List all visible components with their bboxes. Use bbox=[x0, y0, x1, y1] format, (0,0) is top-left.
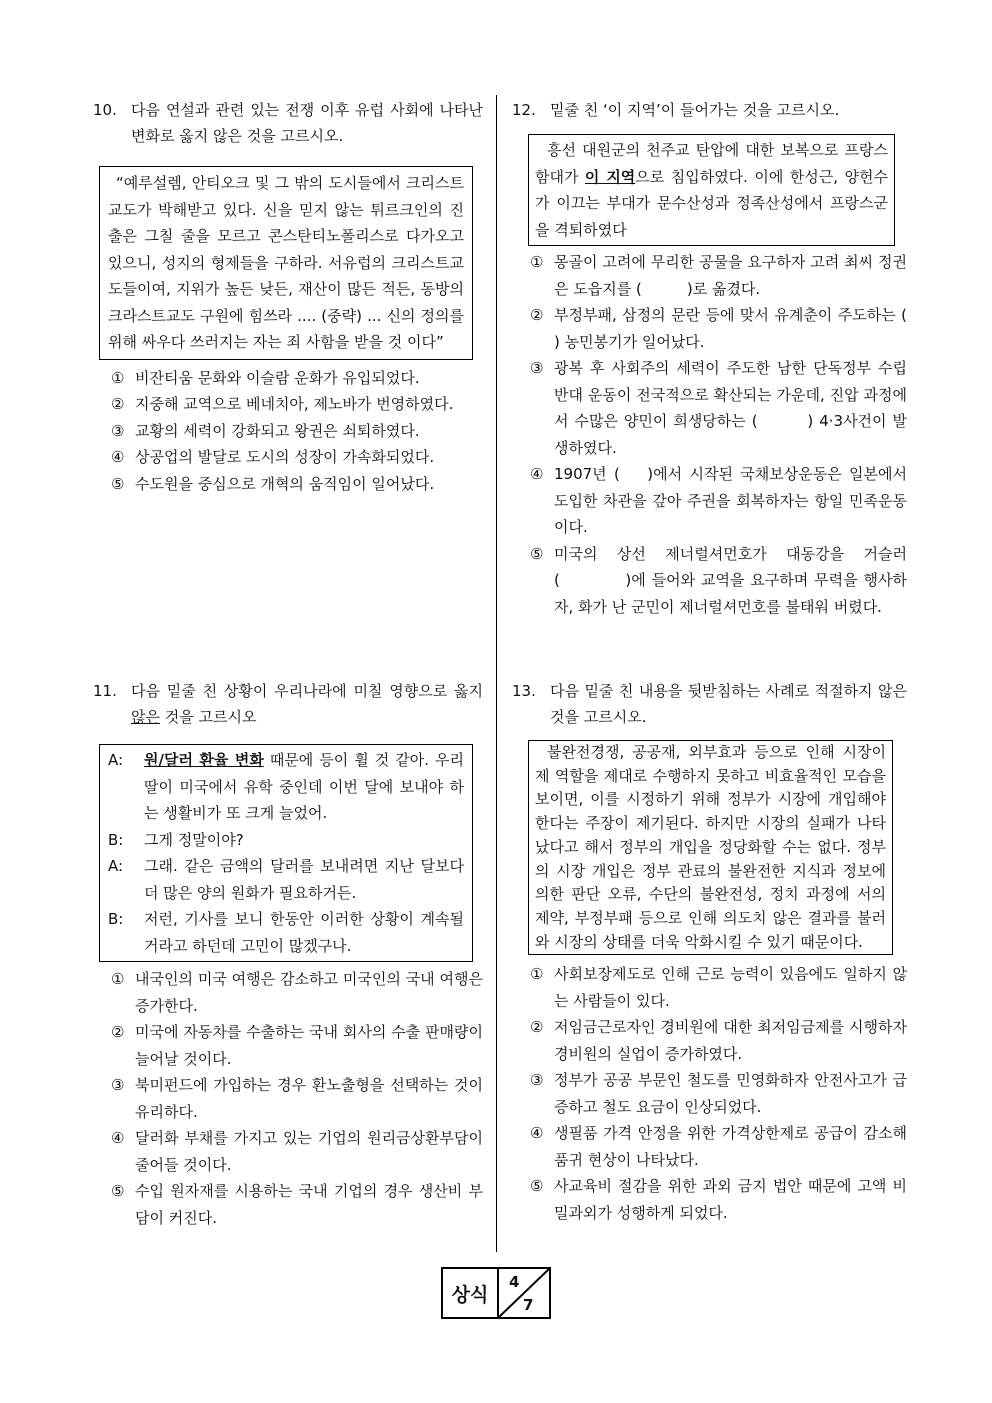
option-text: 비잔티움 문화와 이슬람 운화가 유입되었다. bbox=[135, 368, 420, 387]
option-2[interactable] bbox=[512, 1014, 907, 1067]
option-3[interactable] bbox=[512, 355, 907, 461]
option-mark: ② bbox=[111, 1023, 125, 1041]
option-3[interactable] bbox=[93, 1072, 483, 1125]
option-text: 북미펀드에 가입하는 경우 환노출형을 선택하는 것이 유리하다. bbox=[135, 1076, 483, 1121]
question-13-prompt bbox=[512, 678, 907, 730]
question-text-emphasis: 않은 bbox=[131, 708, 160, 726]
dialog-line-4 bbox=[108, 906, 464, 959]
speaker-label: A: bbox=[108, 857, 124, 875]
option-5[interactable] bbox=[93, 471, 483, 498]
option-mark: ③ bbox=[111, 1076, 125, 1094]
speaker-label: B: bbox=[108, 910, 124, 928]
option-mark: ③ bbox=[111, 421, 125, 440]
option-mark: ④ bbox=[111, 448, 125, 466]
option-text: 광복 후 사회주의 세력이 주도한 남한 단독정부 수립 반대 운동이 전국적으로 확산되는 가운데, 진압 과정에서 수많은 양민이 희생당하는 ( ) 4·3사건이 발생하였다. bbox=[554, 359, 907, 457]
dialog-text: 그래. 같은 금액의 달러를 보내려면 지난 달보다 더 많은 양의 원화가 필요하거든. bbox=[144, 857, 464, 902]
dialog-text: 그게 정말이야? bbox=[144, 830, 244, 849]
option-mark: ② bbox=[530, 306, 544, 324]
option-text: 수도원을 중심으로 개혁의 움직임이 일어났다. bbox=[135, 474, 435, 493]
option-5[interactable] bbox=[512, 1173, 907, 1226]
question-text-before: 다음 밑줄 친 상황이 우리나라에 미칠 영향으로 옳지 bbox=[131, 682, 483, 700]
option-1[interactable] bbox=[512, 961, 907, 1014]
option-text: 상공업의 발달로 도시의 성장이 가속화되었다. bbox=[135, 448, 435, 466]
option-text: 사교육비 절감을 위한 과외 금지 법안 때문에 고액 비밀과외가 성행하게 되었다. bbox=[554, 1177, 907, 1222]
option-5[interactable] bbox=[93, 1178, 483, 1231]
history-passage bbox=[535, 137, 888, 243]
dialog-line-2 bbox=[108, 827, 464, 854]
option-mark: ⑤ bbox=[530, 544, 544, 563]
option-mark: ② bbox=[111, 395, 125, 413]
option-mark: ④ bbox=[530, 465, 544, 483]
dialog-line-1 bbox=[108, 747, 464, 827]
option-mark: ④ bbox=[530, 1124, 544, 1143]
underlined-this-region: 이 지역 bbox=[584, 167, 636, 186]
question-text-after: 것을 고르시오 bbox=[159, 708, 257, 726]
option-4[interactable] bbox=[93, 1125, 483, 1178]
option-text: 달러화 부채를 가지고 있는 기업의 원리금상환부담이 줄어들 것이다. bbox=[135, 1129, 483, 1174]
option-mark: ⑤ bbox=[530, 1177, 544, 1196]
option-2[interactable] bbox=[93, 391, 483, 418]
option-2[interactable] bbox=[512, 302, 907, 355]
speech-passage-box bbox=[99, 166, 473, 360]
economics-passage-box bbox=[528, 740, 893, 955]
question-12 bbox=[512, 97, 907, 620]
option-text: 교황의 세력이 강화되고 왕권은 쇠퇴하였다. bbox=[135, 421, 420, 440]
question-text: 다음 연설과 관련 있는 전쟁 이후 유럽 사회에 나타난 변화로 옳지 않은 것을 고르시오. bbox=[131, 101, 483, 145]
question-number: 11. bbox=[93, 682, 117, 700]
dialog-text: 저런, 기사를 보니 한동안 이러한 상황이 계속될 거라고 하던데 고민이 많겠구나. bbox=[144, 910, 464, 955]
option-text: 미국의 상선 제너럴셔먼호가 대동강을 거슬러 ( )에 들어와 교역을 요구하며 무력을 행사하자, 화가 난 군민이 제너럴셔먼호를 불태워 버렸다. bbox=[554, 544, 907, 616]
passage-text: 흥선 대원군의 천주교 탄압에 대한 보복으로 프랑스 함대가 bbox=[535, 141, 888, 186]
option-3[interactable] bbox=[512, 1067, 907, 1120]
answer-options bbox=[93, 365, 483, 498]
answer-options bbox=[93, 966, 483, 1231]
option-2[interactable] bbox=[93, 1019, 483, 1072]
current-page-number: 4 bbox=[509, 1273, 520, 1291]
option-4[interactable] bbox=[93, 444, 483, 471]
option-mark: ② bbox=[530, 1018, 544, 1037]
answer-options bbox=[512, 249, 907, 620]
option-mark: ① bbox=[111, 970, 125, 988]
passage-text-after: 으로 침입하였다. 이에 한성근, 양헌수가 이끄는 부대가 문수산성과 정족산성에서 프랑스군을 격퇴하였다 bbox=[535, 167, 888, 239]
option-text: 정부가 공공 부문인 철도를 민영화하자 안전사고가 급증하고 철도 요금이 인상되었다. bbox=[554, 1071, 907, 1116]
question-13 bbox=[512, 678, 907, 1226]
question-text: 밑줄 친 ‘이 지역’이 들어가는 것을 고르시오. bbox=[550, 101, 840, 119]
page-indicator bbox=[441, 1267, 551, 1319]
question-number: 13. bbox=[512, 682, 536, 700]
total-pages-number: 7 bbox=[523, 1296, 534, 1314]
option-mark: ① bbox=[530, 253, 544, 271]
option-mark: ① bbox=[530, 965, 544, 984]
question-10-prompt bbox=[93, 97, 483, 149]
speech-passage: “예루설렘, 안티오크 및 그 밖의 도시들에서 크리스트교도가 박해받고 있다. 신을 믿지 않는 튀르크인의 진출은 그칠 줄을 모르고 콘스탄티노폴리스로 다가오고 있으니, 성지의 형제들을 구하라. 서유럽의 크리스트교도들이여, 지위가 높든 낮든, 재산이 많든 적든, 동방의 크라스트교도 구원에 힘쓰라 .... (중략) ... 신의 정의를 위해 싸우다 쓰러지는 자는 죄 사함을 받을 것 이다” bbox=[108, 174, 464, 351]
option-text: 미국에 자동차를 수출하는 국내 회사의 수출 판매량이 늘어날 것이다. bbox=[135, 1023, 483, 1068]
option-mark: ⑤ bbox=[111, 474, 125, 493]
question-11-prompt bbox=[93, 678, 483, 730]
dialog-line-3 bbox=[108, 853, 464, 906]
option-text: 몽골이 고려에 무리한 공물을 요구하자 고려 최씨 정권은 도읍지를 ( )로 옮겼다. bbox=[554, 253, 907, 298]
option-3[interactable] bbox=[93, 418, 483, 445]
option-1[interactable] bbox=[512, 249, 907, 302]
answer-options bbox=[512, 961, 907, 1226]
economics-passage: 불완전경쟁, 공공재, 외부효과 등으로 인해 시장이 제 역할을 제대로 수행하지 못하고 비효율적인 모습을 보이면, 이를 시정하기 위해 정부가 시장에 개입해야 한다는 주장이 제기된다. 하지만 시장의 실패가 나타났다고 해서 정부의 개입을 정당화할 수는 없다. 정부의 시장 개입은 정부 관료의 불완전한 지식과 정보에 의한 판단 오류, 수단의 불완전성, 정치 과정에 서의 제약, 부정부패 등으로 인해 의도치 않은 결과를 불러와 시장의 상태를 더욱 악화시킬 수 있기 때문이다. bbox=[535, 743, 886, 951]
column-divider bbox=[496, 95, 497, 1252]
option-mark: ③ bbox=[530, 1071, 544, 1090]
question-11 bbox=[93, 678, 483, 1231]
option-text: 저임금근로자인 경비원에 대한 최저임금제를 시행하자 경비원의 실업이 증가하였다. bbox=[554, 1018, 907, 1063]
dialog-box bbox=[99, 744, 473, 962]
option-mark: ③ bbox=[530, 359, 544, 377]
speaker-label: B: bbox=[108, 830, 124, 849]
history-passage-box bbox=[528, 134, 895, 246]
option-text: 1907년 ( )에서 시작된 국채보상운동은 일본에서 도입한 차관을 갚아 주권을 회복하자는 항일 민족운동이다. bbox=[554, 465, 907, 536]
option-text: 사회보장제도로 인해 근로 능력이 있음에도 일하지 않는 사람들이 있다. bbox=[554, 965, 907, 1010]
option-mark: ④ bbox=[111, 1129, 125, 1147]
underlined-situation: 원/달러 환율 변화 bbox=[144, 751, 264, 769]
question-10 bbox=[93, 97, 483, 497]
option-text: 생필품 가격 안정을 위한 가격상한제로 공급이 감소해 품귀 현상이 나타났다. bbox=[554, 1124, 907, 1169]
option-text: 내국인의 미국 여행은 감소하고 미국인의 국내 여행은 증가한다. bbox=[135, 970, 483, 1015]
question-12-prompt bbox=[512, 97, 907, 123]
question-number: 10. bbox=[93, 101, 117, 119]
speaker-label: A: bbox=[108, 751, 124, 769]
question-text: 다음 밑줄 친 내용을 뒷받침하는 사례로 적절하지 않은 것을 고르시오. bbox=[550, 682, 907, 726]
option-mark: ⑤ bbox=[111, 1182, 125, 1200]
option-1[interactable] bbox=[93, 966, 483, 1019]
question-number: 12. bbox=[512, 101, 536, 119]
subject-label: 상식 bbox=[443, 1269, 499, 1317]
option-5[interactable] bbox=[512, 541, 907, 621]
option-mark: ① bbox=[111, 368, 125, 387]
dialog-text-after: 때문에 등이 휠 것 같아. 우리 딸이 미국에서 유학 중인데 이번 달에 보내야 하는 생활비가 또 크게 늘었어. bbox=[144, 751, 464, 822]
option-text: 지중해 교역으로 베네치아, 제노바가 번영하였다. bbox=[135, 395, 454, 413]
option-4[interactable] bbox=[512, 1120, 907, 1173]
option-4[interactable] bbox=[512, 461, 907, 541]
option-text: 부정부패, 삼정의 문란 등에 맞서 유계춘이 주도하는 ( ) 농민봉기가 일어났다. bbox=[554, 306, 907, 351]
option-text: 수입 원자재를 시용하는 국내 기업의 경우 생산비 부담이 커진다. bbox=[135, 1182, 483, 1227]
option-1[interactable] bbox=[93, 365, 483, 392]
